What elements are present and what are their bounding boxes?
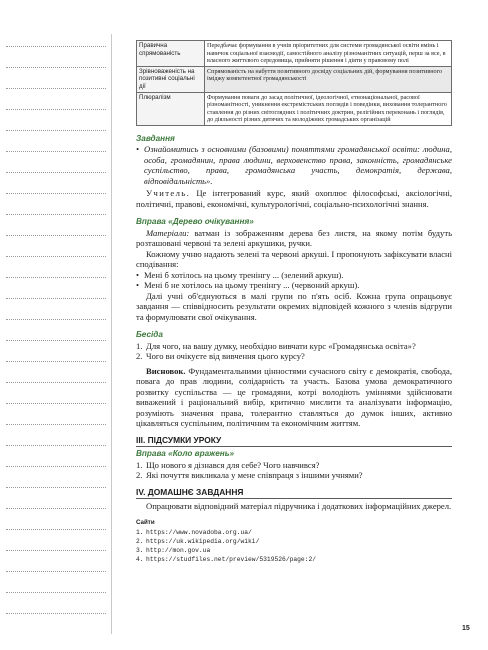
note-line bbox=[6, 109, 106, 110]
note-line bbox=[6, 46, 106, 47]
main-content bbox=[136, 40, 452, 564]
summary-label: Вправа «Коло вражень» bbox=[136, 449, 235, 459]
note-line bbox=[6, 340, 106, 341]
note-line bbox=[6, 193, 106, 194]
list-item: 1. Для чого, на вашу думку, необхідно вивчати курс «Громадянська освіта»? bbox=[136, 340, 416, 351]
homework-text: Опрацювати відповідний матеріал підручника і додаткових інформаційних джерел. bbox=[146, 501, 452, 512]
note-line bbox=[6, 487, 106, 488]
note-line bbox=[6, 256, 106, 257]
note-line bbox=[6, 529, 106, 530]
conclusion-paragraph bbox=[136, 366, 452, 429]
note-line bbox=[6, 298, 106, 299]
table-row bbox=[137, 41, 452, 67]
list-item: 2. Чого ви очікуєте від вивчення цього курсу? bbox=[136, 351, 305, 362]
note-line bbox=[6, 613, 106, 614]
teacher-lead: Учитель. bbox=[146, 188, 191, 199]
note-line bbox=[6, 592, 106, 593]
note-line bbox=[6, 277, 106, 278]
sources-title: Сайти bbox=[136, 518, 155, 526]
materials-lead: Матеріали: bbox=[146, 227, 190, 238]
table-key: Зрівноваженість на позитивні соціальні дії bbox=[137, 66, 205, 92]
source-link[interactable]: 2. https://uk.wikipedia.org/wiki/ bbox=[136, 538, 260, 546]
source-link[interactable]: 3. http://mon.gov.ua bbox=[136, 547, 211, 555]
note-line bbox=[6, 67, 106, 68]
exercise-label: Вправа «Дерево очікування» bbox=[136, 217, 254, 227]
note-line bbox=[6, 571, 106, 572]
table-row bbox=[137, 66, 452, 92]
note-line bbox=[6, 235, 106, 236]
discussion-list bbox=[136, 341, 452, 362]
assignment-item: • Ознайомитись з основними (базовими) поняттями громадянської освіти: людина, особа, громадянин, права людини, верховенство права, законність, громадянське суспільство, права, громадянська участь, демократія, держава, відповідальність». bbox=[136, 144, 452, 186]
teacher-paragraph bbox=[136, 188, 452, 209]
summary-list bbox=[136, 460, 452, 481]
homework-heading: IV. ДОМАШНЄ ЗАВДАННЯ bbox=[136, 487, 452, 500]
assignment-list bbox=[136, 144, 452, 186]
assignment-label: Завдання bbox=[136, 133, 175, 143]
source-link[interactable]: 1. https://www.novadoba.org.ua/ bbox=[136, 529, 252, 537]
table-key: Плюралізм bbox=[137, 92, 205, 125]
options-list bbox=[136, 270, 452, 291]
instruction-paragraph: Кожному учню надають зелені та червоні аркуші. І пропонують зафіксувати власні сподівання: bbox=[136, 248, 452, 270]
page-number: 15 bbox=[462, 625, 470, 632]
table-row bbox=[137, 92, 452, 125]
materials-text: ватман із зображенням дерева без листя, на якому потім будуть розташовані червоні та зелені аркушики, ручки. bbox=[136, 227, 452, 249]
source-link[interactable]: 4. https://studfiles.net/preview/5319526/page:2/ bbox=[136, 556, 317, 564]
summary-heading: III. ПІДСУМКИ УРОКУ bbox=[136, 435, 452, 448]
note-line bbox=[6, 214, 106, 215]
list-item: 1. Що нового я дізнався для себе? Чого навчився? bbox=[136, 459, 320, 470]
note-line bbox=[6, 151, 106, 152]
teacher-text: Це інтегрований курс, який охоплює філософські, аксіологічні, політичні, правові, економічні, культурологічні, соціально-психологічні знання. bbox=[136, 188, 453, 209]
note-line bbox=[6, 403, 106, 404]
sources-list bbox=[136, 528, 452, 564]
table-key: Правична спрямованість bbox=[137, 41, 205, 67]
notes-margin bbox=[0, 34, 112, 634]
table-value: Передбачає формування в учнів пріоритетних для системи громадянської освіти вмінь і навичок соціальної взаємодії, самостійного аналізу різноманітних ситуацій, перш за все, в власного життєвого середовища, прийняти рішення і діяти у правовому полі bbox=[205, 41, 452, 67]
table-value: Формування поваги до засад політичної, ідеологічної, етнонаціональної, расової різноманітності, уникнення екстремістських поглядів і поведінки, виховання толерантного ставлення до різних світоглядних і політичних доктрин, релігійних переконань і поглядів, до діяльності різних дитячих та молодіжних громадських організацій bbox=[205, 92, 452, 125]
note-line bbox=[6, 508, 106, 509]
list-item: 2. Які почуття викликала у мене співпраця з іншими учнями? bbox=[136, 470, 363, 481]
discussion-label: Бесіда bbox=[136, 330, 163, 340]
note-line bbox=[6, 445, 106, 446]
table-value: Спрямованість на набуття позитивного досвіду соціальних дій, формування позитивного іміджу компетентної громадянськості bbox=[205, 66, 452, 92]
note-line bbox=[6, 424, 106, 425]
materials-paragraph bbox=[136, 228, 452, 249]
list-item: • Мені б не хотілось на цьому тренінгу ... (червоний аркуш). bbox=[136, 280, 452, 291]
conclusion-text: Фундаментальними цінностями сучасного світу є демократія, свобода, повага до прав людини, солідарність та участь. Базова умова демократичного розвитку суспільства — це громадяни, котрі володіють уміннями здійснювати виважений і раціональний вибір, критично мислити та аналізувати інформацію, розуміють значення права, толерантно ставляться до думок інших, активно цікавляться суспільним, політичним та економічним життям. bbox=[136, 365, 452, 429]
note-line bbox=[6, 130, 106, 131]
note-line bbox=[6, 361, 106, 362]
principles-table bbox=[136, 40, 452, 126]
note-line bbox=[6, 319, 106, 320]
note-line bbox=[6, 382, 106, 383]
note-line bbox=[6, 172, 106, 173]
note-line bbox=[6, 550, 106, 551]
conclusion-lead: Висновок. bbox=[146, 365, 186, 376]
note-line bbox=[6, 466, 106, 467]
list-item: • Мені б хотілось на цьому тренінгу ... (зелений аркуш). bbox=[136, 270, 452, 281]
note-line bbox=[6, 88, 106, 89]
followup-paragraph: Далі учні об'єднуються в малі групи по п'ять осіб. Кожна група опрацьовує завдання — співвідносить результати окремих відповідей кожного з членів відгрупи та формулювати свої очікування. bbox=[136, 290, 452, 322]
